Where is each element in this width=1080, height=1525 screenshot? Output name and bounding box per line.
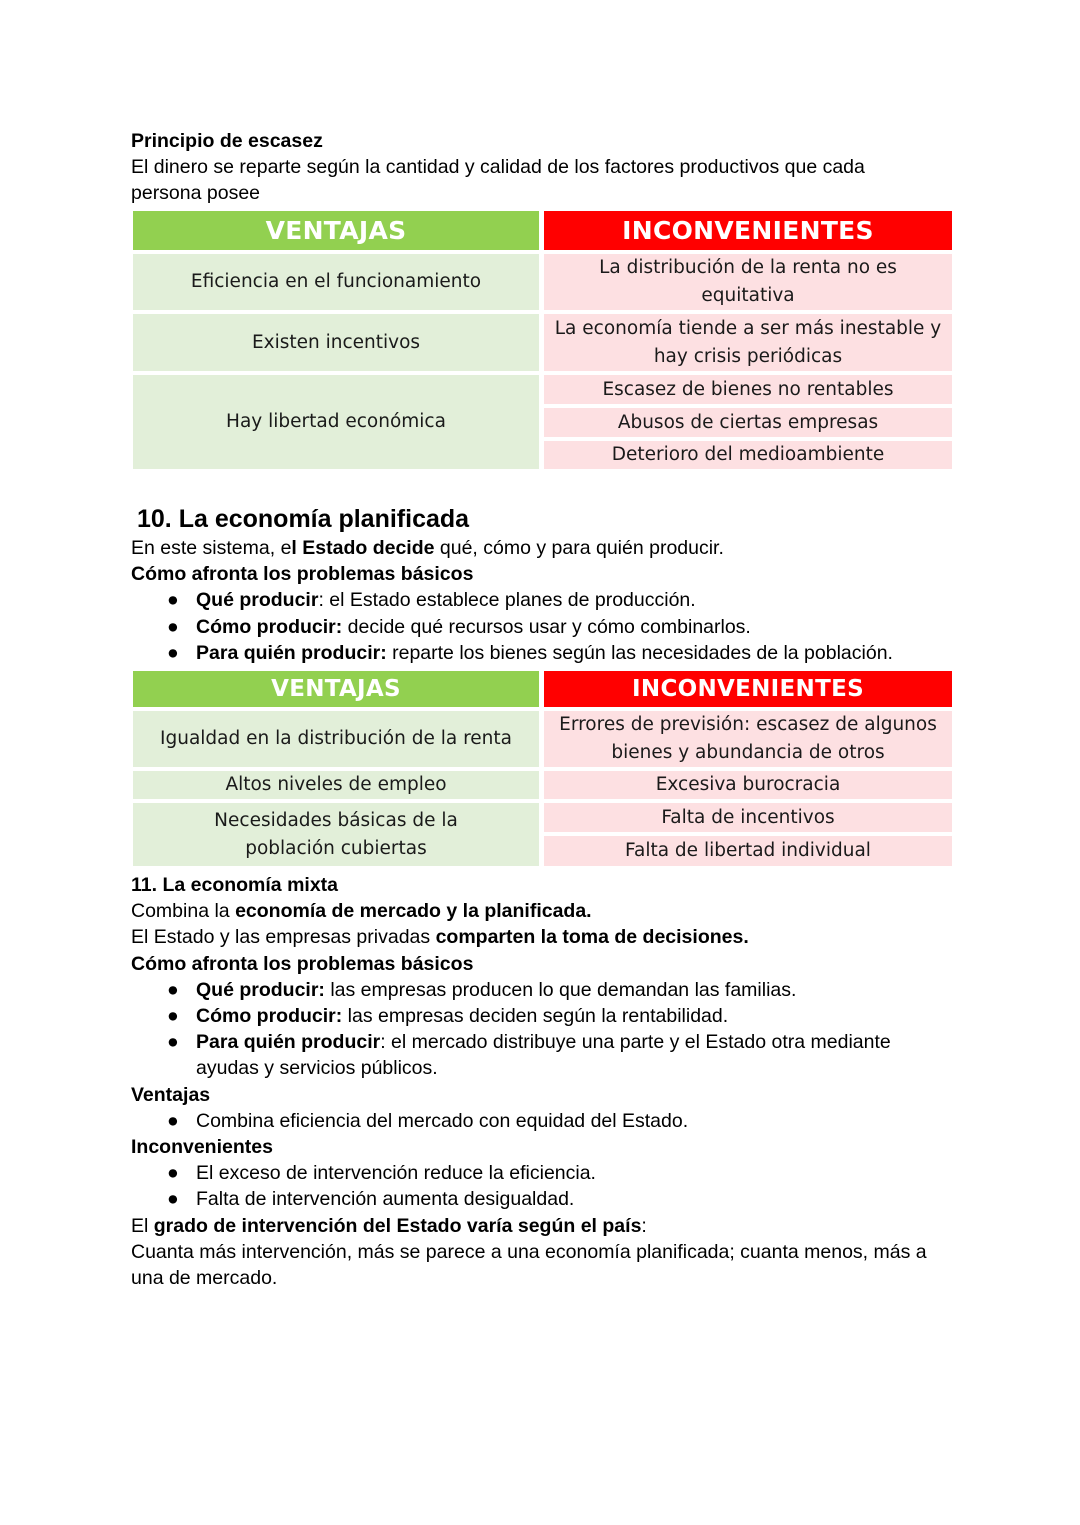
bullet-icon: ●	[167, 1162, 179, 1185]
inconveniente-cell: Abusos de ciertas empresas	[544, 408, 952, 437]
intro-text: qué, cómo y para quién producir.	[434, 537, 724, 559]
bullet-icon: ●	[167, 978, 179, 1001]
ventaja-cell: Necesidades básicas de la población cubiertas	[133, 803, 539, 866]
item-text: reparte los bienes según las necesidades de la población.	[386, 641, 893, 664]
problems-heading: Cómo afronta los problemas básicos	[131, 563, 474, 586]
bullet-icon: ●	[167, 641, 179, 664]
section-11-line1	[131, 898, 961, 924]
ventaja-cell: Existen incentivos	[133, 314, 539, 371]
inconveniente-cell: Excesiva burocracia	[544, 771, 952, 799]
section-10-intro	[131, 535, 961, 561]
list-item	[131, 1186, 961, 1212]
list-item	[131, 640, 961, 666]
item-text: El exceso de intervención reduce la eficiencia.	[196, 1162, 596, 1185]
item-label: Para quién producir	[196, 1031, 381, 1054]
grado-line	[131, 1213, 961, 1239]
inconveniente-cell: Falta de libertad individual	[544, 836, 952, 866]
item-label: Cómo producir:	[196, 1005, 343, 1028]
ventaja-cell: Altos niveles de empleo	[133, 771, 539, 799]
inconvenientes-header: INCONVENIENTES	[544, 671, 952, 707]
inconveniente-cell: Errores de previsión: escasez de algunos bienes y abundancia de otros	[544, 711, 952, 767]
line-text: :	[641, 1214, 647, 1237]
ventajas-header: VENTAJAS	[133, 211, 539, 250]
escasez-title: Principio de escasez	[131, 130, 323, 152]
item-label: Qué producir	[196, 589, 319, 612]
section-11-title: 11. La economía mixta	[131, 874, 339, 896]
section-11-line2	[131, 924, 961, 950]
inconvenientes-heading: Inconvenientes	[131, 1136, 273, 1159]
planificada-table	[131, 671, 953, 866]
inconvenientes-header: INCONVENIENTES	[544, 211, 952, 250]
line-bold: economía de mercado y la planificada.	[235, 900, 592, 923]
line-text: El Estado y las empresas privadas	[131, 926, 436, 949]
ventajas-heading: Ventajas	[131, 1083, 211, 1106]
line-text: Combina la	[131, 900, 236, 923]
bullet-icon: ●	[167, 1005, 179, 1028]
ventajas-column	[133, 211, 539, 469]
section-11	[131, 872, 961, 1291]
escasez-section	[131, 128, 961, 207]
ventaja-cell: Igualdad en la distribución de la renta	[133, 711, 539, 767]
escasez-table	[131, 211, 953, 469]
inconvenientes-list	[131, 1160, 961, 1212]
bullet-icon: ●	[167, 615, 179, 638]
inconveniente-cell: La economía tiende a ser más inestable y hay crisis periódicas	[544, 314, 952, 371]
list-item	[131, 1003, 961, 1029]
inconveniente-cell: Escasez de bienes no rentables	[544, 375, 952, 404]
escasez-description: El dinero se reparte según la cantidad y calidad de los factores productivos que cada persona posee	[131, 156, 865, 205]
inconvenientes-column	[544, 211, 952, 469]
ventaja-cell: Hay libertad económica	[133, 375, 539, 469]
problems-list	[131, 587, 961, 666]
item-text: las empresas deciden según la rentabilidad.	[342, 1005, 729, 1028]
item-text: las empresas producen lo que demandan las familias.	[324, 978, 797, 1001]
item-label: Cómo producir:	[196, 615, 343, 638]
item-text: decide qué recursos usar y cómo combinarlos.	[342, 615, 751, 638]
line-bold: comparten la toma de decisiones.	[435, 926, 749, 949]
list-item	[131, 1160, 961, 1186]
line-text: El	[131, 1214, 154, 1237]
inconveniente-cell: Deterioro del medioambiente	[544, 441, 952, 469]
ventajas-list	[131, 1108, 961, 1134]
problems-list	[131, 977, 961, 1082]
inconveniente-cell: La distribución de la renta no es equitativa	[544, 254, 952, 310]
item-text: : el mercado distribuye una parte y el Estado otra mediante ayudas y servicios públicos.	[196, 1031, 891, 1080]
item-text: : el Estado establece planes de producción.	[318, 589, 696, 612]
inconvenientes-column	[544, 671, 952, 866]
ventaja-cell: Eficiencia en el funcionamiento	[133, 254, 539, 310]
line-bold: grado de intervención del Estado varía según el país	[153, 1214, 642, 1237]
intro-bold: l Estado decide	[291, 537, 435, 559]
list-item	[131, 587, 961, 613]
problems-heading: Cómo afronta los problemas básicos	[131, 952, 474, 975]
inconveniente-cell: Falta de incentivos	[544, 803, 952, 832]
bullet-icon: ●	[167, 589, 179, 612]
ventajas-header: VENTAJAS	[133, 671, 539, 707]
item-text: Combina eficiencia del mercado con equidad del Estado.	[196, 1109, 689, 1132]
conclusion: Cuanta más intervención, más se parece a una economía planificada; cuanta menos, más a una de mercado.	[131, 1240, 927, 1290]
ventajas-column	[133, 671, 539, 866]
item-label: Qué producir:	[196, 978, 325, 1001]
list-item	[131, 614, 961, 640]
intro-text: En este sistema, e	[131, 537, 292, 559]
bullet-icon: ●	[167, 1188, 179, 1211]
section-10-title: 10. La economía planificada	[137, 505, 470, 533]
section-10	[131, 503, 961, 666]
bullet-icon: ●	[167, 1031, 179, 1054]
bullet-icon: ●	[167, 1109, 179, 1132]
list-item	[131, 1029, 916, 1081]
list-item	[131, 1108, 961, 1134]
item-label: Para quién producir:	[196, 641, 387, 664]
item-text: Falta de intervención aumenta desigualdad.	[196, 1188, 575, 1211]
list-item	[131, 977, 961, 1003]
